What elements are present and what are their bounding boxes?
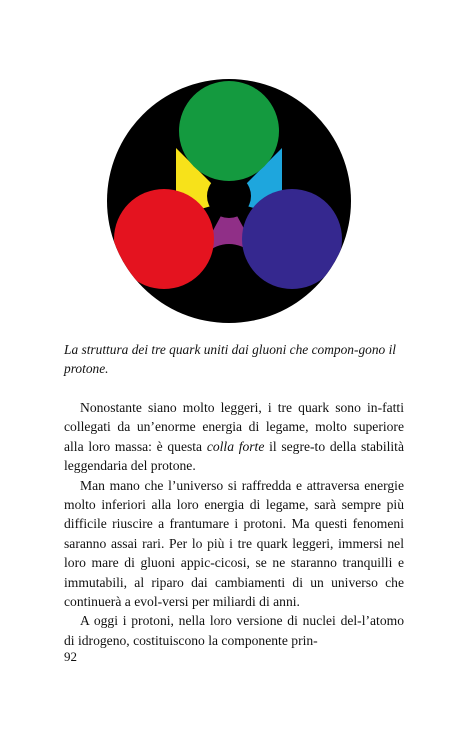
quark-blue (242, 189, 342, 289)
proton-quark-figure (104, 76, 354, 326)
figure-caption: La struttura dei tre quark uniti dai gluoni che compon-gono il protone. (64, 342, 397, 376)
page-number: 92 (64, 649, 77, 664)
paragraph-1-text-a: Nonostante siano molto leggeri, i tre quark sono in-fatti collegati da un’enorme energia di legame, molto superiore alla loro massa: è questa (64, 400, 404, 454)
body-text (64, 398, 404, 650)
paragraph-3: A oggi i protoni, nella loro versione di nuclei del-l’atomo di idrogeno, costituiscono la componente prin- (64, 613, 404, 648)
quark-red (114, 189, 214, 289)
quark-green (179, 81, 279, 181)
colla-forte-emphasis: colla forte (206, 438, 265, 454)
paragraph-1 (64, 398, 404, 476)
paragraph-2: Man mano che l’universo si raffredda e attraversa energie molto inferiori alla loro energia di legame, sarà sempre più difficile riuscire a frantumare i protoni. Ma questi fenomeni saranno assai rari. Per lo più i tre quark leggeri, immersi nel loro mare di gluoni appic-cicosi, se ne staranno tranquilli e immutabili, al riparo dai cambiamenti di un universo che continuerà a evol-versi per miliardi di anni. (64, 477, 404, 610)
paragraph-1-text-b: il segre-to della stabilità leggendaria del protone. (64, 438, 404, 474)
